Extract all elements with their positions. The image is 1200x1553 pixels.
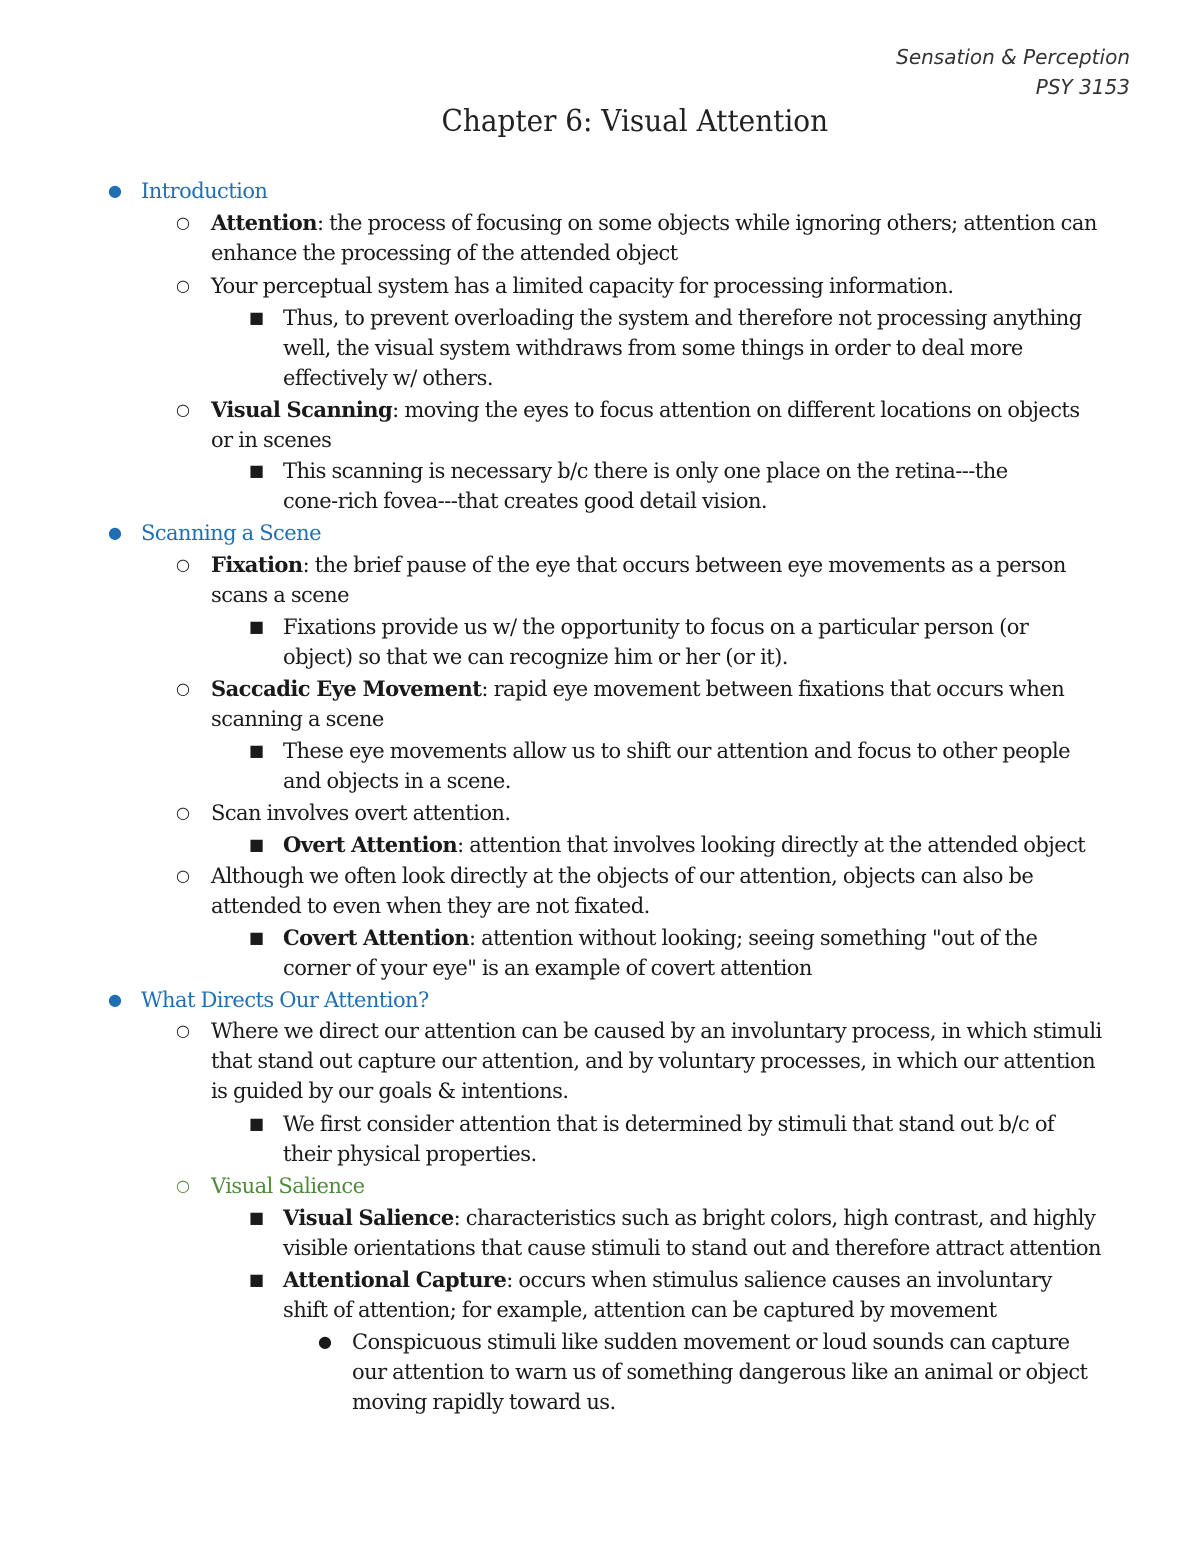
section-bullet: ● bbox=[108, 181, 122, 200]
course-name: Sensation & Perception bbox=[896, 45, 1130, 69]
list-bullet: ○ bbox=[176, 1021, 190, 1040]
list-item-continued: is guided by our goals & intentions. bbox=[211, 1079, 569, 1103]
sub-list-bullet: ■ bbox=[249, 308, 265, 327]
list-bullet: ○ bbox=[176, 679, 190, 698]
list-bullet: ○ bbox=[176, 803, 190, 822]
list-item: Where we direct our attention can be caused by an involuntary process, in which stimuli bbox=[211, 1019, 1102, 1043]
sub-list-item-continued: and objects in a scene. bbox=[283, 769, 511, 793]
list-item: Attention: the process of focusing on some objects while ignoring others; attention can bbox=[211, 210, 1097, 235]
list-item-continued: attended to even when they are not fixated. bbox=[211, 894, 650, 918]
sub-list-item-continued: well, the visual system withdraws from some things in order to deal more bbox=[283, 336, 1023, 360]
sub-list-item: This scanning is necessary b/c there is only one place on the retina---the bbox=[283, 459, 1008, 483]
sub-list-bullet: ■ bbox=[249, 461, 265, 480]
list-item: Your perceptual system has a limited capacity for processing information. bbox=[211, 274, 954, 298]
sub-sub-list-bullet: ● bbox=[318, 1332, 332, 1351]
list-item-continued: or in scenes bbox=[211, 428, 332, 452]
sub-list-item-continued: visible orientations that cause stimuli to stand out and therefore attract attention bbox=[283, 1236, 1101, 1260]
sub-list-item-continued: their physical properties. bbox=[283, 1142, 537, 1166]
page-header bbox=[896, 42, 1130, 102]
section-heading-what-directs: What Directs Our Attention? bbox=[141, 988, 429, 1012]
sub-list-item-continued: cone-rich fovea---that creates good detail vision. bbox=[283, 489, 768, 513]
sub-list-bullet: ■ bbox=[249, 617, 265, 636]
list-bullet: ○ bbox=[176, 866, 190, 885]
sub-list-item: Fixations provide us w/ the opportunity to focus on a particular person (or bbox=[283, 615, 1029, 639]
section-heading-scanning: Scanning a Scene bbox=[141, 521, 321, 545]
sub-list-item: These eye movements allow us to shift our attention and focus to other people bbox=[283, 739, 1071, 763]
sub-sub-list-item-continued: our attention to warn us of something dangerous like an animal or object bbox=[352, 1360, 1088, 1384]
sub-list-item: We first consider attention that is determined by stimuli that stand out b/c of bbox=[283, 1112, 1055, 1136]
sub-list-item-continued: object) so that we can recognize him or her (or it). bbox=[283, 645, 788, 669]
list-item-continued: scanning a scene bbox=[211, 707, 384, 731]
sub-sub-list-item: Conspicuous stimuli like sudden movement or loud sounds can capture bbox=[352, 1330, 1070, 1354]
subsection-heading-visual-salience: Visual Salience bbox=[211, 1174, 365, 1198]
sub-list-bullet: ■ bbox=[249, 741, 265, 760]
list-bullet: ○ bbox=[176, 213, 190, 232]
list-item: Saccadic Eye Movement: rapid eye movement between fixations that occurs when bbox=[211, 676, 1065, 701]
chapter-title: Chapter 6: Visual Attention bbox=[441, 104, 829, 139]
sub-list-bullet: ■ bbox=[249, 1208, 265, 1227]
list-item-continued: scans a scene bbox=[211, 583, 349, 607]
sub-list-item: Covert Attention: attention without looking; seeing something "out of the bbox=[283, 925, 1038, 950]
sub-list-bullet: ■ bbox=[249, 835, 265, 854]
sub-list-bullet: ■ bbox=[249, 928, 265, 947]
sub-list-item: Overt Attention: attention that involves looking directly at the attended object bbox=[283, 832, 1086, 857]
sub-list-item-continued: corner of your eye" is an example of covert attention bbox=[283, 956, 812, 980]
sub-list-bullet: ■ bbox=[249, 1114, 265, 1133]
list-item: Scan involves overt attention. bbox=[211, 801, 511, 825]
sub-list-item-continued: shift of attention; for example, attention can be captured by movement bbox=[283, 1298, 997, 1322]
sub-list-bullet: ■ bbox=[249, 1270, 265, 1289]
list-item-continued: that stand out capture our attention, and by voluntary processes, in which our attention bbox=[211, 1049, 1096, 1073]
list-item: Although we often look directly at the objects of our attention, objects can also be bbox=[211, 864, 1034, 888]
sub-sub-list-item-continued: moving rapidly toward us. bbox=[352, 1390, 616, 1414]
list-item: Fixation: the brief pause of the eye that occurs between eye movements as a person bbox=[211, 552, 1066, 577]
sub-list-item: Thus, to prevent overloading the system and therefore not processing anything bbox=[283, 306, 1082, 330]
list-bullet: ○ bbox=[176, 276, 190, 295]
section-heading-introduction: Introduction bbox=[141, 179, 268, 203]
list-bullet: ○ bbox=[176, 400, 190, 419]
list-bullet: ○ bbox=[176, 555, 190, 574]
list-bullet: ○ bbox=[176, 1176, 190, 1195]
section-bullet: ● bbox=[108, 523, 122, 542]
sub-list-item: Attentional Capture: occurs when stimulus salience causes an involuntary bbox=[283, 1267, 1052, 1292]
list-item-continued: enhance the processing of the attended object bbox=[211, 241, 678, 265]
list-item: Visual Scanning: moving the eyes to focus attention on different locations on objects bbox=[211, 397, 1080, 422]
sub-list-item: Visual Salience: characteristics such as bright colors, high contrast, and highly bbox=[283, 1205, 1096, 1230]
sub-list-item-continued: effectively w/ others. bbox=[283, 366, 494, 390]
course-code: PSY 3153 bbox=[1035, 75, 1130, 99]
section-bullet: ● bbox=[108, 990, 122, 1009]
